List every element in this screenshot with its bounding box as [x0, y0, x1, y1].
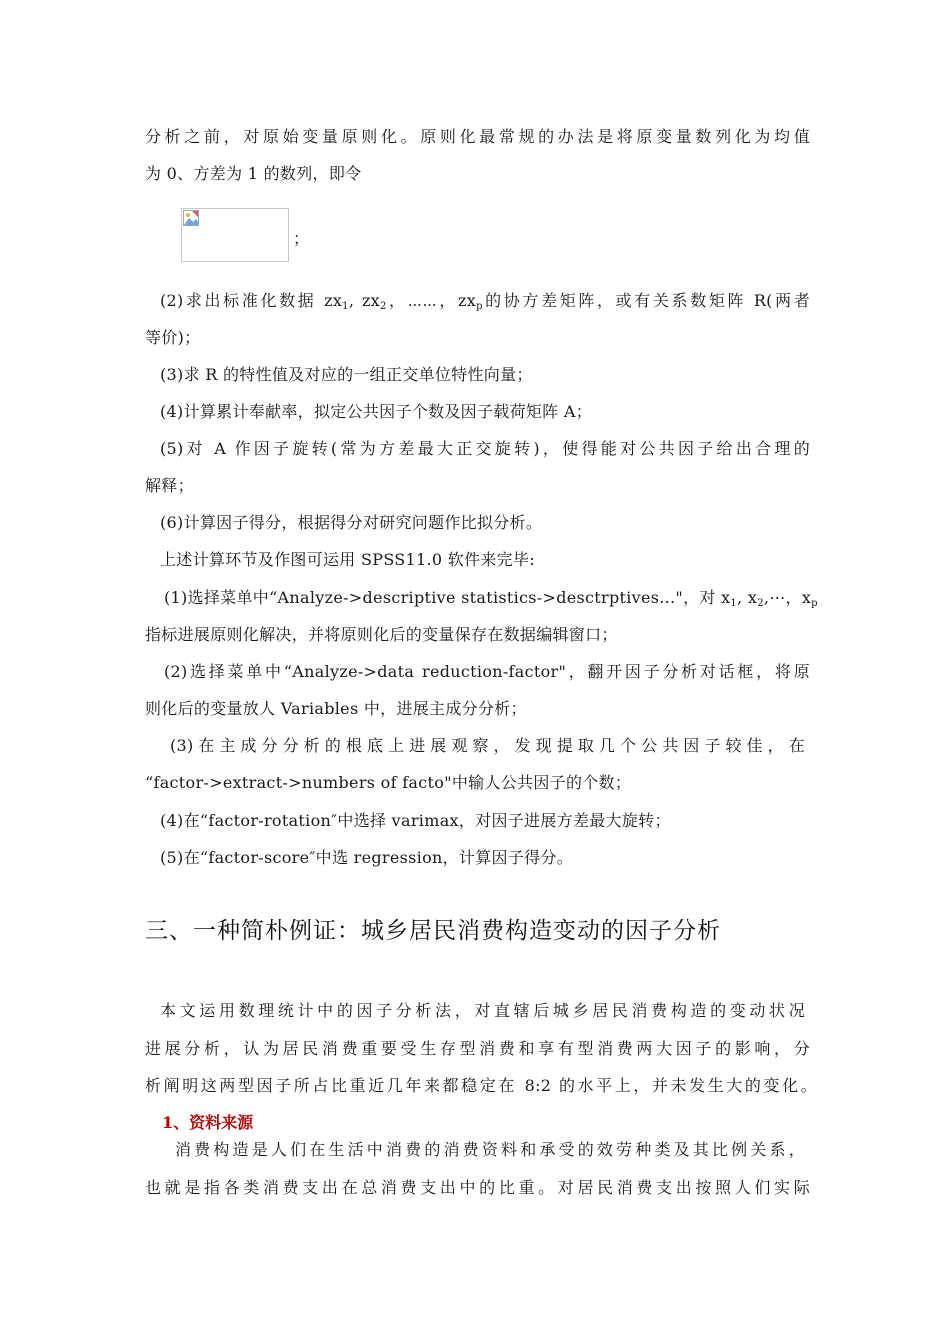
spss-step-1-line — [164, 587, 818, 609]
spss-intro-line: 上述计算环节及作图可运用 SPSS11.0 软件来完毕: — [160, 550, 535, 569]
subscript: p — [476, 301, 483, 312]
paragraph-line: 分析之前，对原始变量原则化。原则化最常规的办法是将原变量数列化为均值 — [145, 127, 810, 146]
paragraph-line: 解释； — [145, 476, 194, 495]
spss-step-5-line: (5)在“factor-score″中选 regression，计算因子得分。 — [160, 848, 574, 867]
spss-step-2-line: (2)选择菜单中“Analyze->data reduction-factor"，翻开因子分析对话框，将原 — [164, 662, 810, 681]
paragraph-line: 为 0、方差为 1 的数列，即令 — [145, 164, 362, 183]
paragraph-line: 也就是指各类消费支出在总消费支出中的比重。对居民消费支出按照人们实际 — [145, 1178, 810, 1197]
text-run: 的协方差矩阵，或有关系数矩阵 R(两者 — [482, 291, 811, 310]
step-6-line: (6)计算因子得分，根据得分对研究问题作比拟分析。 — [160, 513, 543, 532]
text-run: (2)求出标准化数据 zx — [160, 291, 343, 310]
section-3-heading: 三、一种简朴例证：城乡居民消费构造变动的因子分析 — [145, 918, 721, 944]
paragraph-line: 消费构造是人们在生活中消费的消费资料和承受的效劳种类及其比例关系， — [175, 1140, 805, 1159]
subscript: 2 — [757, 598, 764, 609]
subscript: 1 — [342, 301, 349, 312]
broken-image-icon — [183, 210, 199, 226]
subscript: 2 — [380, 301, 387, 312]
paragraph-line: 则化后的变量放人 Variables 中，进展主成分分析； — [145, 699, 527, 718]
paragraph-line: 等价)； — [145, 328, 201, 347]
paragraph-line: 析阐明这两型因子所占比重近几年来都稳定在 8:2 的水平上，并未发生大的变化。 — [145, 1076, 817, 1095]
subscript: 1 — [730, 598, 738, 609]
spss-step-3-line: (3)在主成分分析的根底上进展观察，发现提取几个公共因子较佳，在 — [170, 736, 805, 755]
paragraph-line: “factor->extract->numbers of facto"中输人公共因子的个数； — [145, 773, 632, 792]
text-run: ，⋯⋯，zx — [386, 291, 477, 310]
step-5-line: (5)对 A 作因子旋转(常为方差最大正交旋转)，使得能对公共因子给出合理的 — [160, 439, 810, 458]
step-2-line — [160, 290, 810, 312]
paragraph-line: 本文运用数理统计中的因子分析法，对直辖后城乡居民消费构造的变动状况 — [160, 1001, 805, 1020]
step-3-line: (3)求 R 的特性值及对应的一组正交单位特性向量； — [160, 365, 533, 384]
formula-image-placeholder — [181, 208, 289, 262]
paragraph-line: 指标进展原则化解决，并将原则化后的变量保存在数据编辑窗口； — [145, 625, 618, 644]
step-4-line: (4)计算累计奉献率，拟定公共因子个数及因子载荷矩阵 A； — [160, 402, 593, 421]
subsection-1-heading: 1、资料来源 — [162, 1113, 254, 1132]
subscript: p — [811, 598, 818, 609]
paragraph-line: 进展分析，认为居民消费重要受生存型消费和享有型消费两大因子的影响，分 — [145, 1039, 810, 1058]
spss-step-4-line: (4)在“factor-rotation″中选择 varimax，对因子进展方差最大旋转； — [160, 811, 671, 830]
text-run: (1)选择菜单中“Analyze->descriptive statistics->desctrptives..."，对 x — [164, 588, 731, 607]
text-run: , x — [737, 588, 758, 607]
text-run: , zx — [348, 291, 381, 310]
text-run: ,⋯，x — [763, 588, 812, 607]
formula-semicolon: ； — [293, 229, 310, 248]
